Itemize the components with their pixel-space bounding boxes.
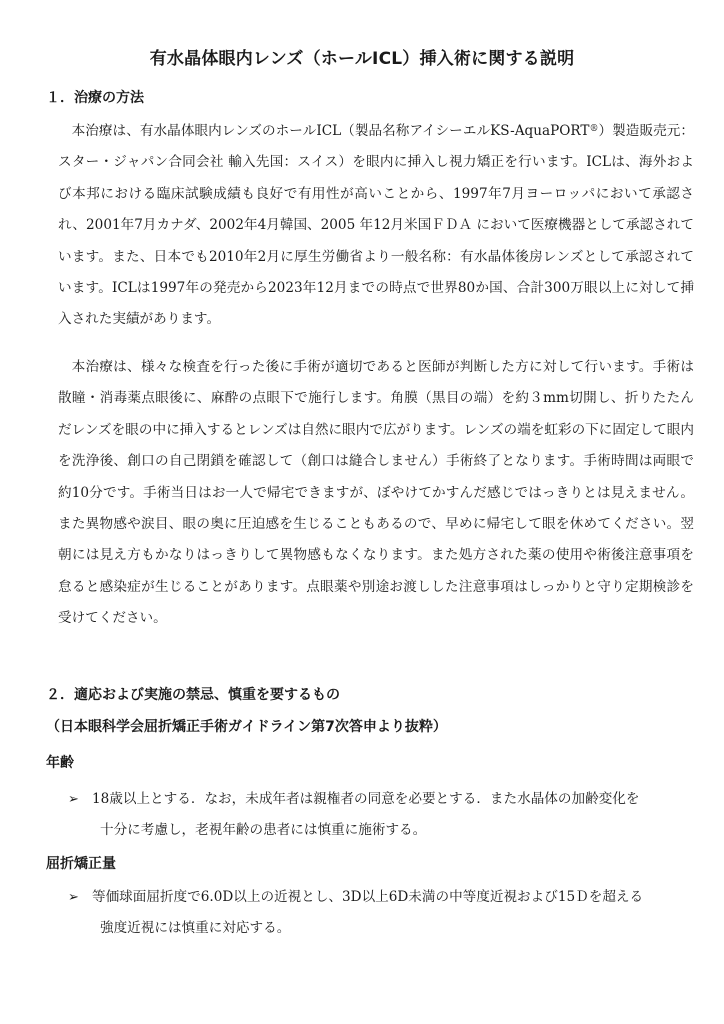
section1-heading: １．治療の方法	[46, 90, 144, 106]
refraction-bullet-text	[92, 882, 696, 944]
refraction-line-1: 等価球面屈折度で6.0D以上の近視とし、3D以上6D未満の中等度近視および15Ｄを超える	[92, 889, 644, 905]
paragraph-1-text-a: 本治療は、有水晶体眼内レンズのホールICL（製品名称アイシーエルKS-AquaPORT	[71, 123, 590, 139]
age-line-2: 十分に考慮し，老視年齢の患者には慎重に施術する。	[100, 822, 427, 838]
bullet-arrow-icon: ➢	[68, 890, 79, 905]
section2-heading: ２．適応および実施の禁忌、慎重を要するもの	[46, 687, 340, 703]
paragraph-1-text-b: ）製造販売元：スター・ジャパン合同会社 輸入先国：スイス）を眼内に挿入し視力矯正を行います。ICLは、海外および本邦における臨床試験成績も良好で有用性が高いことから、1997年7月ヨーロッパにおいて承認され、2001年7月カナダ、2002年4月韓国、2005 年12月米国ＦＤＡ において医療機器として承認されています。また、日本でも2010年2月に厚生労働省より一般名称：有水晶体後房レンズとして承認されています。ICLは1997年の発売から2023年12月までの時点で世界80か国、合計300万眼以上に対して挿入された実績があります。	[58, 123, 695, 328]
section2-subheading: （日本眼科学会屈折矯正手術ガイドライン第7次答申より抜粋）	[46, 719, 447, 735]
document-title: 有水晶体眼内レンズ（ホールICL）挿入術に関する説明	[149, 49, 575, 69]
section1-paragraph-2: 本治療は、様々な検査を行った後に手術が適切であると医師が判断した方に対して行います。手術は散瞳・消毒薬点眼後に、麻酔の点眼下で施行します。角膜（黒目の端）を約３mm切開し、折りたたんだレンズを眼の中に挿入するとレンズは自然に眼内で広がります。レンズの端を虹彩の下に固定して眼内を洗浄後、創口の自己閉鎖を確認して（創口は縫合しません）手術終了となります。手術時間は両眼で約10分です。手術当日はお一人で帰宅できますが、ぼやけてかすんだ感じではっきりとは見えません。また異物感や涙目、眼の奥に圧迫感を生じることもあるので、早めに帰宅して眼を休めてください。翌朝には見え方もかなりはっきりして異物感もなくなります。また処方された薬の使用や術後注意事項を怠ると感染症が生じることがあります。点眼薬や別途お渡しした注意事項はしっかりと守り定期検診を受けてください。	[58, 359, 694, 627]
age-line-1: 18歳以上とする．なお，未成年者は親権者の同意を必要とする．また水晶体の加齢変化を	[92, 791, 640, 807]
age-bullet-text	[92, 784, 696, 846]
bullet-arrow-icon: ➢	[68, 792, 79, 807]
section1-paragraph-1	[58, 116, 694, 336]
registered-mark: ®	[589, 124, 599, 134]
refraction-label: 屈折矯正量	[46, 856, 116, 872]
refraction-line-2: 強度近視には慎重に対応する。	[100, 920, 291, 936]
age-label: 年齢	[46, 755, 74, 771]
